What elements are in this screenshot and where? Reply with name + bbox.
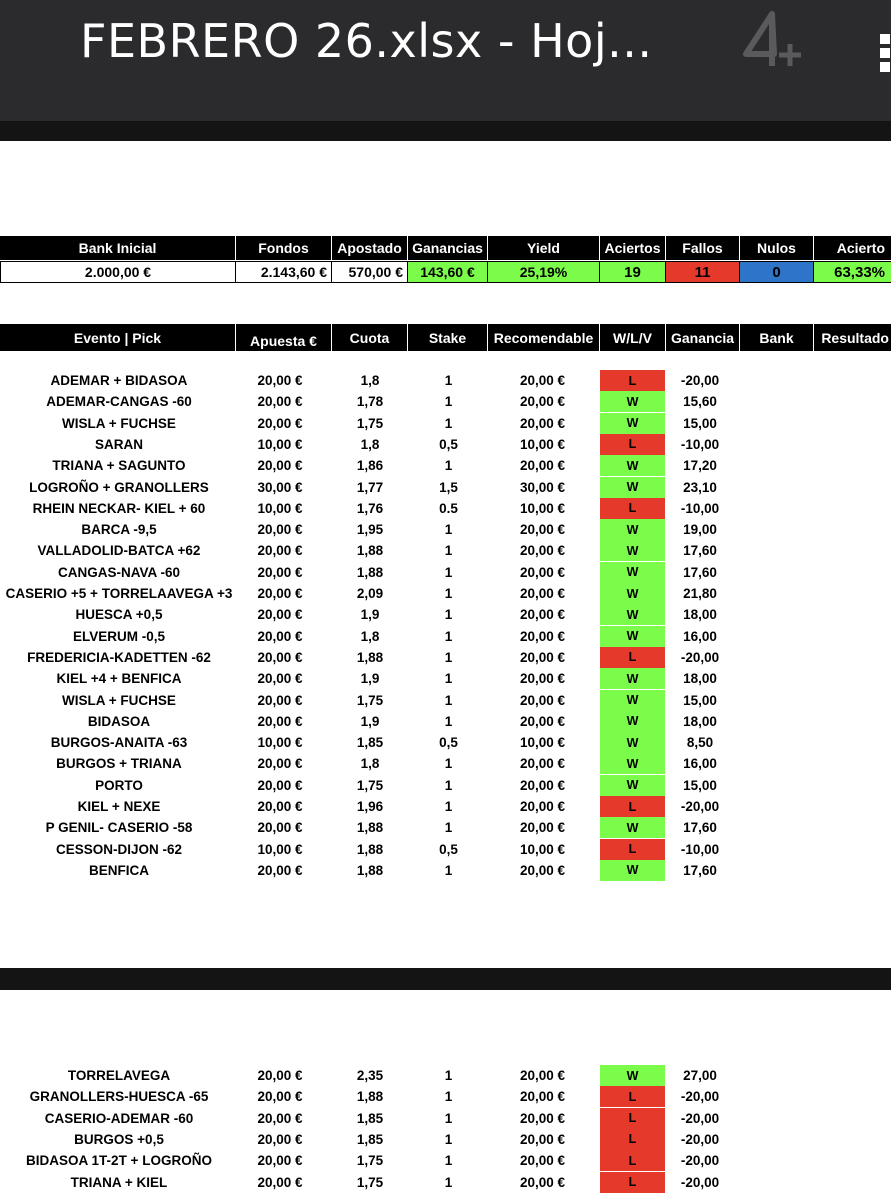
cell-apuesta[interactable]: 20,00 € <box>257 692 303 708</box>
cell-cuota[interactable]: 1,75 <box>356 415 384 431</box>
cell-apuesta[interactable]: 20,00 € <box>257 671 303 687</box>
cell-evento[interactable]: ELVERUM -0,5 <box>72 628 165 644</box>
frozen-divider-middle <box>0 968 891 990</box>
cell-wlv[interactable]: W <box>600 711 665 732</box>
cell-ganancia[interactable]: 18,00 <box>683 713 717 729</box>
table-row <box>0 1129 891 1150</box>
cell-evento[interactable]: KIEL + NEXE <box>77 799 161 814</box>
cell-ganancia[interactable]: 23,10 <box>683 479 717 495</box>
cell-ganancia[interactable]: 8,50 <box>686 735 714 751</box>
cell-stake[interactable]: 0.5 <box>439 500 458 516</box>
cell-apuesta[interactable]: 20,00 € <box>257 1068 303 1083</box>
summary-nulos-cell[interactable]: 0 <box>740 261 814 283</box>
cell-wlv[interactable]: W <box>600 860 665 881</box>
cell-evento[interactable]: PORTO <box>95 777 143 793</box>
cell-stake[interactable]: 1 <box>444 373 453 388</box>
col-header-ganancia[interactable]: Ganancia <box>666 324 740 351</box>
cell-apuesta[interactable]: 20,00 € <box>257 777 303 793</box>
cell-stake[interactable]: 1 <box>444 820 453 836</box>
col-header-resultado[interactable]: Resultado <box>821 329 889 346</box>
table-row <box>0 370 891 391</box>
col-header-apuesta[interactable]: Apuesta € <box>236 324 332 351</box>
cell-recomendable[interactable]: 20,00 € <box>519 607 566 623</box>
summary-header-fondos: Fondos <box>236 236 332 260</box>
table-row <box>0 477 891 498</box>
cell-cuota[interactable]: 1,96 <box>356 799 384 814</box>
cell-cuota[interactable]: 1,77 <box>356 479 384 495</box>
cell-evento[interactable]: P GENIL- CASERIO -58 <box>45 820 193 836</box>
cell-cuota[interactable]: 1,88 <box>356 649 384 665</box>
cell-evento[interactable]: CASERIO +5 + TORRELAAVEGA +3 <box>5 586 233 601</box>
cell-wlv[interactable]: W <box>600 732 665 753</box>
table-row <box>0 562 891 583</box>
cell-evento[interactable]: CESSON-DIJON -62 <box>55 841 183 857</box>
cell-cuota[interactable]: 1,88 <box>356 820 384 836</box>
cell-wlv[interactable]: L <box>600 1086 665 1107</box>
cell-recomendable[interactable]: 10,00 € <box>519 436 566 452</box>
cell-stake[interactable]: 1 <box>444 862 453 878</box>
cell-recomendable[interactable]: 20,00 € <box>519 564 566 580</box>
more-vertical-icon[interactable] <box>877 34 891 74</box>
cell-apuesta[interactable]: 10,00 € <box>257 500 303 516</box>
cell-recomendable[interactable]: 20,00 € <box>519 1153 566 1169</box>
cell-ganancia[interactable]: 15,00 <box>683 777 717 793</box>
cell-wlv[interactable]: L <box>600 1108 665 1129</box>
cell-recomendable[interactable]: 20,00 € <box>519 543 566 559</box>
app-title-bar <box>0 0 891 121</box>
cell-recomendable[interactable]: 20,00 € <box>519 1089 566 1105</box>
cell-ganancia[interactable]: -20,00 <box>680 799 720 814</box>
table-row <box>0 1150 891 1171</box>
cell-recomendable[interactable]: 20,00 € <box>519 820 566 836</box>
cell-evento[interactable]: TRIANA + KIEL <box>70 1174 168 1190</box>
table-row <box>0 498 891 519</box>
cell-wlv[interactable]: W <box>600 775 665 796</box>
cell-evento[interactable]: TORRELAVEGA <box>67 1068 171 1083</box>
cell-recomendable[interactable]: 20,00 € <box>519 1068 566 1083</box>
cell-wlv[interactable]: W <box>600 413 665 434</box>
cell-stake[interactable]: 0,5 <box>439 841 458 857</box>
col-header-cuota[interactable]: Cuota <box>332 324 408 351</box>
cell-ganancia[interactable]: 15,00 <box>683 692 717 708</box>
4plus-logo-icon[interactable] <box>738 10 808 70</box>
cell-apuesta[interactable]: 20,00 € <box>257 586 303 601</box>
cell-ganancia[interactable]: -20,00 <box>680 1089 720 1105</box>
cell-ganancia[interactable]: 17,60 <box>683 564 717 580</box>
cell-cuota[interactable]: 1,85 <box>356 1110 384 1126</box>
table-row <box>0 1086 891 1107</box>
cell-ganancia[interactable]: 15,60 <box>683 394 717 410</box>
cell-stake[interactable]: 1 <box>444 628 453 644</box>
cell-cuota[interactable]: 1,8 <box>360 756 380 772</box>
summary-fallos-cell[interactable]: 11 <box>666 261 740 283</box>
cell-stake[interactable]: 1 <box>444 671 453 687</box>
cell-stake[interactable]: 1 <box>444 564 453 580</box>
cell-ganancia[interactable]: 27,00 <box>683 1068 717 1083</box>
cell-ganancia[interactable]: 15,00 <box>683 415 717 431</box>
summary-header-aciertos: Aciertos <box>600 236 666 260</box>
table-row <box>0 391 891 412</box>
cell-cuota[interactable]: 1,8 <box>360 373 380 388</box>
cell-ganancia[interactable]: 18,00 <box>683 607 717 623</box>
cell-wlv[interactable]: W <box>600 1065 665 1086</box>
cell-cuota[interactable]: 1,75 <box>356 1174 384 1190</box>
cell-stake[interactable]: 1 <box>444 586 453 601</box>
table-row <box>0 1065 891 1086</box>
table-row <box>0 817 891 838</box>
table-row <box>0 753 891 774</box>
cell-stake[interactable]: 1 <box>444 1068 453 1083</box>
table-row <box>0 690 891 711</box>
cell-apuesta[interactable]: 10,00 € <box>257 841 303 857</box>
cell-apuesta[interactable]: 20,00 € <box>257 1131 303 1147</box>
cell-apuesta[interactable]: 20,00 € <box>257 820 303 836</box>
cell-apuesta[interactable]: 10,00 € <box>257 735 303 751</box>
cell-recomendable[interactable]: 20,00 € <box>519 713 566 729</box>
cell-wlv[interactable]: L <box>600 498 665 519</box>
cell-recomendable[interactable]: 20,00 € <box>519 1110 566 1126</box>
cell-ganancia[interactable]: -10,00 <box>680 436 720 452</box>
table-row <box>0 455 891 476</box>
cell-ganancia[interactable]: 16,00 <box>683 628 717 644</box>
cell-stake[interactable]: 1 <box>444 394 453 410</box>
cell-ganancia[interactable]: 19,00 <box>683 522 717 538</box>
cell-cuota[interactable]: 1,9 <box>360 671 380 687</box>
cell-cuota[interactable]: 1,75 <box>356 1153 384 1169</box>
cell-stake[interactable]: 1 <box>444 713 453 729</box>
cell-stake[interactable]: 1 <box>444 756 453 772</box>
cell-stake[interactable]: 0,5 <box>439 735 458 751</box>
cell-wlv[interactable]: W <box>600 668 665 689</box>
cell-recomendable[interactable]: 20,00 € <box>519 777 566 793</box>
cell-recomendable[interactable]: 20,00 € <box>519 373 566 388</box>
cell-stake[interactable]: 1 <box>444 692 453 708</box>
cell-evento[interactable]: WISLA + FUCHSE <box>62 692 176 708</box>
cell-evento[interactable]: BIDASOA 1T-2T + LOGROÑO <box>26 1153 212 1169</box>
col-header-recomendable[interactable]: Recomendable <box>488 324 600 351</box>
table-row <box>0 604 891 625</box>
cell-ganancia[interactable]: -10,00 <box>680 500 720 516</box>
cell-cuota[interactable]: 1,9 <box>360 607 380 623</box>
cell-stake[interactable]: 1 <box>444 607 453 623</box>
cell-evento[interactable]: WISLA + FUCHSE <box>62 415 176 431</box>
cell-stake[interactable]: 1 <box>444 649 453 665</box>
cell-evento[interactable]: CASERIO-ADEMAR -60 <box>44 1110 194 1126</box>
cell-wlv[interactable]: W <box>600 477 665 498</box>
cell-stake[interactable]: 1 <box>444 458 453 474</box>
cell-stake[interactable]: 1 <box>444 1110 453 1126</box>
cell-evento[interactable]: BURGOS + TRIANA <box>56 756 182 772</box>
summary-header-row <box>0 236 891 260</box>
summary-header-apostado: Apostado <box>332 236 408 260</box>
table-row <box>0 647 891 668</box>
table-row <box>0 860 891 881</box>
cell-cuota[interactable]: 1,8 <box>360 628 380 644</box>
summary-values-row <box>0 261 891 283</box>
col-header-stake[interactable]: Stake <box>408 324 488 351</box>
cell-apuesta[interactable]: 20,00 € <box>257 649 303 665</box>
cell-evento[interactable]: HUESCA +0,5 <box>75 607 163 623</box>
cell-evento[interactable]: ADEMAR-CANGAS -60 <box>46 394 192 410</box>
cell-stake[interactable]: 1 <box>444 777 453 793</box>
cell-wlv[interactable]: L <box>600 839 665 860</box>
cell-apuesta[interactable]: 20,00 € <box>257 713 303 729</box>
cell-stake[interactable]: 1 <box>444 1089 453 1105</box>
cell-evento[interactable]: VALLADOLID-BATCA +62 <box>37 543 201 559</box>
cell-stake[interactable]: 1 <box>444 1153 453 1169</box>
summary-acierto-cell[interactable]: 63,33% <box>814 261 891 283</box>
cell-evento[interactable]: BENFICA <box>89 862 149 878</box>
cell-apuesta[interactable]: 20,00 € <box>257 628 303 644</box>
cell-apuesta[interactable]: 20,00 € <box>257 862 303 878</box>
cell-cuota[interactable]: 1,88 <box>356 862 384 878</box>
cell-wlv[interactable]: W <box>600 626 665 647</box>
cell-evento[interactable]: SARAN <box>94 436 143 452</box>
table-row <box>0 711 891 732</box>
cell-ganancia[interactable]: -10,00 <box>680 841 720 857</box>
cell-evento[interactable]: BURGOS-ANAITA -63 <box>50 735 188 751</box>
cell-apuesta[interactable]: 20,00 € <box>257 458 303 474</box>
cell-apuesta[interactable]: 30,00 € <box>257 479 303 495</box>
cell-recomendable[interactable]: 20,00 € <box>519 1131 566 1147</box>
cell-recomendable[interactable]: 20,00 € <box>519 649 566 665</box>
cell-evento[interactable]: BURGOS +0,5 <box>74 1131 164 1147</box>
cell-cuota[interactable]: 2,35 <box>356 1068 384 1083</box>
cell-ganancia[interactable]: -20,00 <box>680 1131 720 1147</box>
cell-recomendable[interactable]: 30,00 € <box>519 479 566 495</box>
cell-wlv[interactable]: W <box>600 540 665 561</box>
cell-stake[interactable]: 1 <box>444 799 453 814</box>
cell-recomendable[interactable]: 10,00 € <box>519 735 566 751</box>
cell-ganancia[interactable]: -20,00 <box>680 1153 720 1169</box>
summary-apostado-cell[interactable]: 570,00 € <box>332 261 408 283</box>
table-row <box>0 1108 891 1129</box>
cell-cuota[interactable]: 1,78 <box>356 394 384 410</box>
cell-stake[interactable]: 1 <box>444 543 453 559</box>
cell-evento[interactable]: ADEMAR + BIDASOA <box>50 373 188 388</box>
cell-stake[interactable]: 0,5 <box>439 436 458 452</box>
table-row <box>0 796 891 817</box>
cell-recomendable[interactable]: 20,00 € <box>519 394 566 410</box>
cell-recomendable[interactable]: 20,00 € <box>519 799 566 814</box>
cell-recomendable[interactable]: 20,00 € <box>519 458 566 474</box>
cell-cuota[interactable]: 1,8 <box>360 436 380 452</box>
cell-cuota[interactable]: 1,88 <box>356 1089 384 1105</box>
cell-recomendable[interactable]: 20,00 € <box>519 862 566 878</box>
cell-evento[interactable]: CANGAS-NAVA -60 <box>57 564 180 580</box>
cell-recomendable[interactable]: 20,00 € <box>519 415 566 431</box>
cell-apuesta[interactable]: 10,00 € <box>257 436 303 452</box>
table-row <box>0 1172 891 1193</box>
cell-wlv[interactable]: W <box>600 583 665 604</box>
cell-wlv[interactable]: L <box>600 796 665 817</box>
table-row <box>0 519 891 540</box>
cell-apuesta[interactable]: 20,00 € <box>257 522 303 538</box>
cell-evento[interactable]: RHEIN NECKAR- KIEL + 60 <box>32 500 206 516</box>
cell-ganancia[interactable]: 16,00 <box>683 756 717 772</box>
summary-aciertos-cell[interactable]: 19 <box>600 261 666 283</box>
cell-stake[interactable]: 1 <box>444 415 453 431</box>
cell-recomendable[interactable]: 20,00 € <box>519 692 566 708</box>
cell-cuota[interactable]: 1,95 <box>356 522 384 538</box>
cell-recomendable[interactable]: 20,00 € <box>519 671 566 687</box>
cell-apuesta[interactable]: 20,00 € <box>257 1174 303 1190</box>
summary-header-ganancias: Ganancias <box>408 236 488 260</box>
cell-wlv[interactable]: W <box>600 817 665 838</box>
cell-recomendable[interactable]: 20,00 € <box>519 522 566 538</box>
cell-apuesta[interactable]: 20,00 € <box>257 1153 303 1169</box>
cell-ganancia[interactable]: 18,00 <box>683 671 717 687</box>
table-row <box>0 434 891 455</box>
cell-cuota[interactable]: 1,9 <box>360 713 380 729</box>
cell-cuota[interactable]: 1,76 <box>356 500 384 516</box>
cell-wlv[interactable]: W <box>600 753 665 774</box>
cell-ganancia[interactable]: -20,00 <box>680 1110 720 1126</box>
col-header-evento[interactable]: Evento | Pick <box>0 324 236 351</box>
cell-wlv[interactable]: W <box>600 604 665 625</box>
cell-ganancia[interactable]: -20,00 <box>680 1174 720 1190</box>
cell-cuota[interactable]: 1,75 <box>356 777 384 793</box>
table-row <box>0 540 891 561</box>
cell-wlv[interactable]: W <box>600 562 665 583</box>
table-row <box>0 413 891 434</box>
cell-recomendable[interactable]: 20,00 € <box>519 1174 566 1190</box>
cell-wlv[interactable]: L <box>600 647 665 668</box>
cell-apuesta[interactable]: 20,00 € <box>257 607 303 623</box>
cell-ganancia[interactable]: -20,00 <box>680 649 720 665</box>
summary-header-bank-inicial: Bank Inicial <box>0 236 236 260</box>
cell-apuesta[interactable]: 20,00 € <box>257 564 303 580</box>
cell-apuesta[interactable]: 20,00 € <box>257 394 303 410</box>
cell-ganancia[interactable]: 17,60 <box>683 543 717 559</box>
cell-ganancia[interactable]: 21,80 <box>683 586 717 601</box>
cell-recomendable[interactable]: 10,00 € <box>519 841 566 857</box>
col-header-bank[interactable]: Bank <box>740 324 814 351</box>
cell-stake[interactable]: 1 <box>444 1174 453 1190</box>
cell-apuesta[interactable]: 20,00 € <box>257 373 303 388</box>
cell-cuota[interactable]: 1,88 <box>356 543 384 559</box>
cell-cuota[interactable]: 1,75 <box>356 692 384 708</box>
cell-recomendable[interactable]: 10,00 € <box>519 500 566 516</box>
table-row <box>0 583 891 604</box>
cell-ganancia[interactable]: 17,60 <box>683 862 717 878</box>
cell-wlv[interactable]: L <box>600 1172 665 1193</box>
cell-apuesta[interactable]: 20,00 € <box>257 1089 303 1105</box>
cell-cuota[interactable]: 1,85 <box>356 735 384 751</box>
cell-wlv[interactable]: L <box>600 370 665 391</box>
cell-recomendable[interactable]: 20,00 € <box>519 586 566 601</box>
cell-recomendable[interactable]: 20,00 € <box>519 628 566 644</box>
cell-stake[interactable]: 1 <box>444 1131 453 1147</box>
cell-ganancia[interactable]: -20,00 <box>680 373 720 388</box>
cell-evento[interactable]: TRIANA + SAGUNTO <box>52 458 186 474</box>
cell-evento[interactable]: FREDERICIA-KADETTEN -62 <box>27 649 211 665</box>
cell-evento[interactable]: KIEL +4 + BENFICA <box>56 671 182 687</box>
cell-wlv[interactable]: W <box>600 391 665 412</box>
cell-recomendable[interactable]: 20,00 € <box>519 756 566 772</box>
cell-cuota[interactable]: 2,09 <box>356 586 384 601</box>
bets-header-row <box>0 324 891 351</box>
table-row <box>0 775 891 796</box>
cell-wlv[interactable]: W <box>600 690 665 711</box>
frozen-divider-top <box>0 121 891 141</box>
cell-stake[interactable]: 1 <box>444 522 453 538</box>
cell-wlv[interactable]: L <box>600 1129 665 1150</box>
cell-wlv[interactable]: W <box>600 519 665 540</box>
table-row <box>0 732 891 753</box>
summary-header-nulos: Nulos <box>740 236 814 260</box>
summary-header-acierto: Acierto <box>836 240 885 256</box>
cell-evento[interactable]: BIDASOA <box>87 713 151 729</box>
table-row <box>0 626 891 647</box>
summary-fondos-cell[interactable]: 2.143,60 € <box>236 261 332 283</box>
cell-evento[interactable]: LOGROÑO + GRANOLLERS <box>29 479 209 495</box>
cell-apuesta[interactable]: 20,00 € <box>257 1110 303 1126</box>
cell-cuota[interactable]: 1,85 <box>356 1131 384 1147</box>
cell-wlv[interactable]: L <box>600 434 665 455</box>
cell-apuesta[interactable]: 20,00 € <box>257 799 303 814</box>
document-title: FEBRERO 26.xlsx - Hoj... <box>80 14 653 68</box>
table-row <box>0 839 891 860</box>
cell-evento[interactable]: BARCA -9,5 <box>81 522 157 538</box>
summary-yield-cell[interactable]: 25,19% <box>488 261 600 283</box>
cell-ganancia[interactable]: 17,20 <box>683 458 717 474</box>
cell-cuota[interactable]: 1,88 <box>356 841 384 857</box>
summary-ganancias-cell[interactable]: 143,60 € <box>408 261 488 283</box>
cell-evento[interactable]: GRANOLLERS-HUESCA -65 <box>29 1089 209 1105</box>
col-header-wlv[interactable]: W/L/V <box>600 324 666 351</box>
cell-apuesta[interactable]: 20,00 € <box>257 543 303 559</box>
cell-stake[interactable]: 1,5 <box>439 479 458 495</box>
summary-bank-inicial-cell[interactable]: 2.000,00 € <box>0 261 236 283</box>
cell-cuota[interactable]: 1,88 <box>356 564 384 580</box>
summary-header-yield: Yield <box>488 236 600 260</box>
cell-wlv[interactable]: W <box>600 455 665 476</box>
cell-apuesta[interactable]: 20,00 € <box>257 415 303 431</box>
cell-cuota[interactable]: 1,86 <box>356 458 384 474</box>
table-row <box>0 668 891 689</box>
cell-wlv[interactable]: L <box>600 1150 665 1171</box>
cell-apuesta[interactable]: 20,00 € <box>257 756 303 772</box>
cell-ganancia[interactable]: 17,60 <box>683 820 717 836</box>
summary-header-fallos: Fallos <box>666 236 740 260</box>
